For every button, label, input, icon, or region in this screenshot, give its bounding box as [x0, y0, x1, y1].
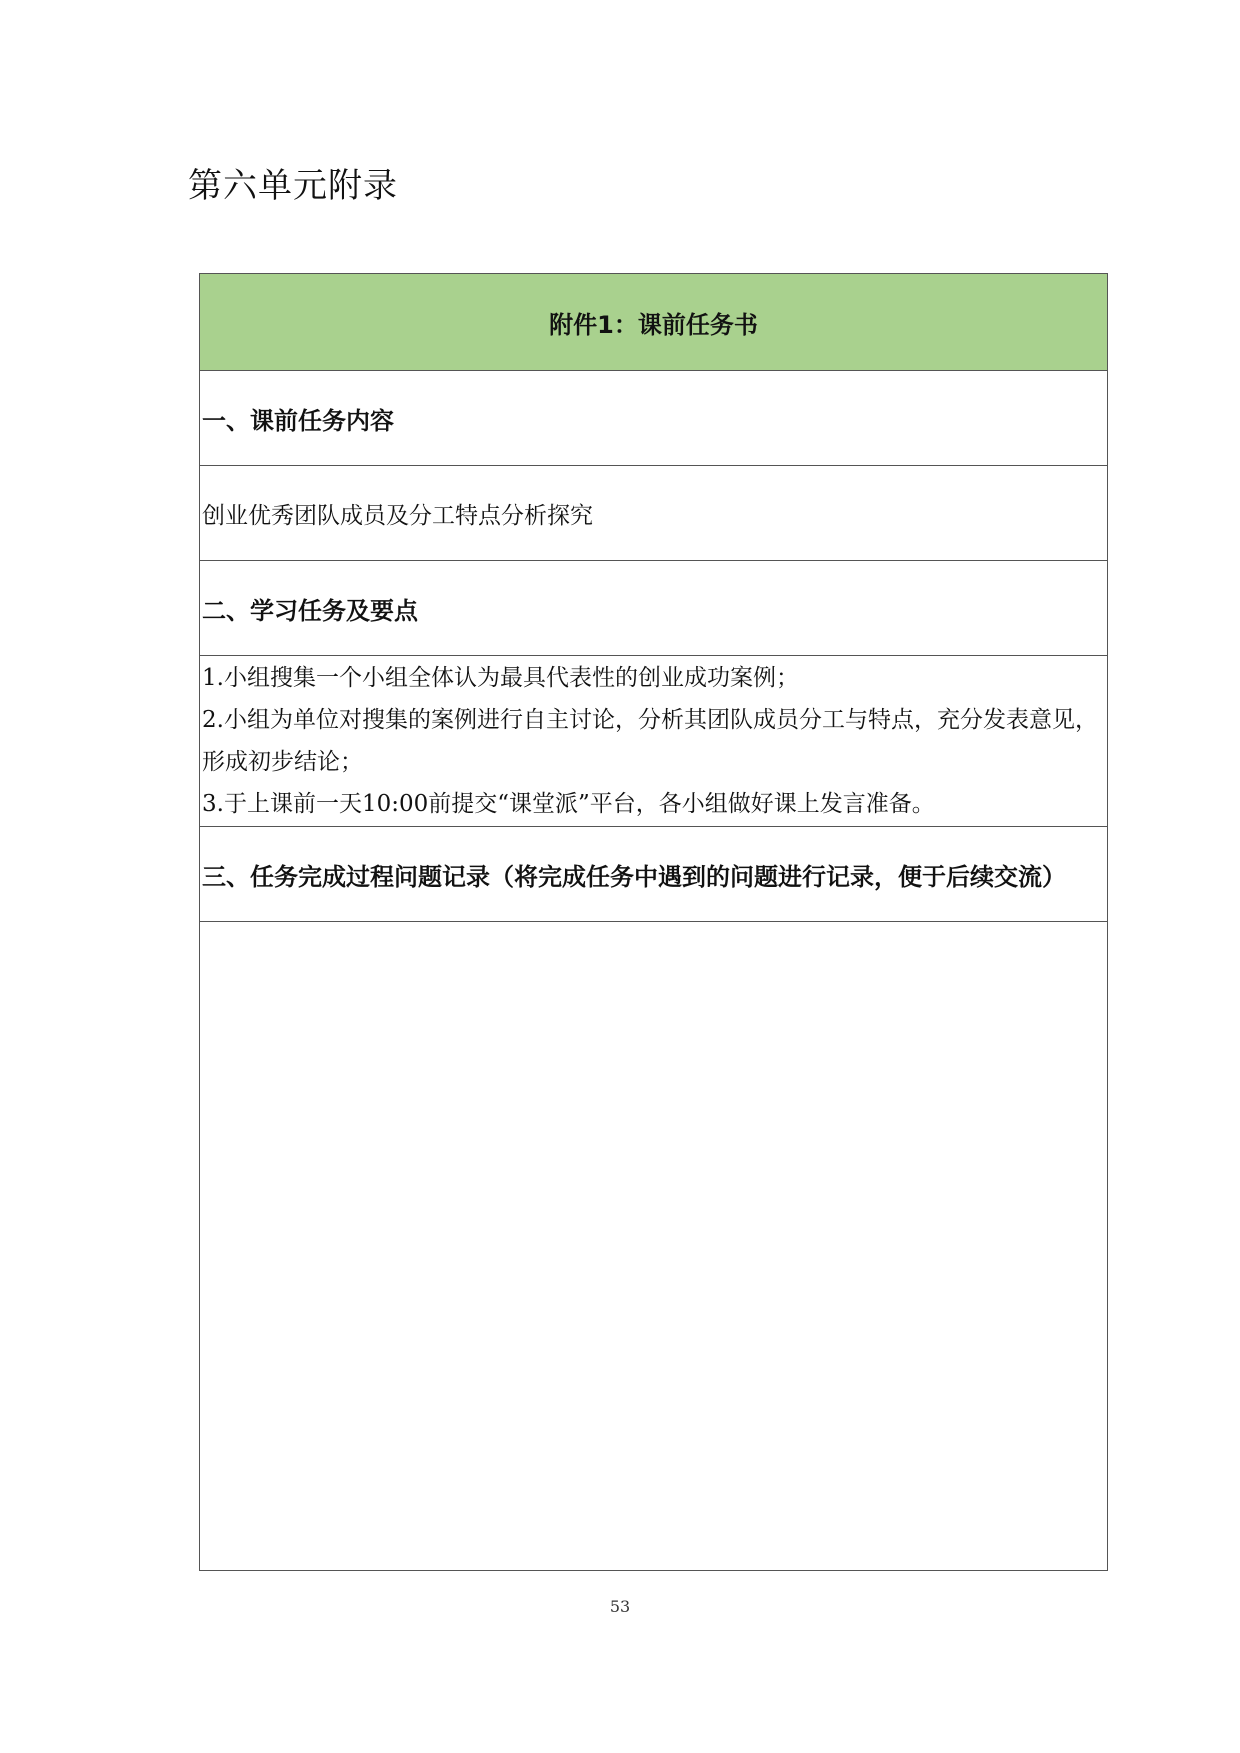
section3-record-row: [200, 922, 1108, 1571]
section1-heading: 一、课前任务内容: [200, 371, 1108, 466]
list-item: 2.小组为单位对搜集的案例进行自主讨论，分析其团队成员分工与特点，充分发表意见，形成初步结论；: [202, 707, 1098, 775]
task-sheet-table: [199, 273, 1108, 1571]
list-item: 3.于上课前一天10:00前提交“课堂派”平台，各小组做好课上发言准备。: [202, 791, 935, 817]
table-header-row: [200, 274, 1108, 371]
section2-heading: 二、学习任务及要点: [200, 561, 1108, 656]
task-sheet-header: 附件1：课前任务书: [200, 274, 1108, 371]
section3-heading-row: [200, 827, 1108, 922]
section1-heading-row: [200, 371, 1108, 466]
page-number: 53: [609, 1597, 631, 1616]
problem-record-area[interactable]: [200, 922, 1108, 1571]
page-title: 第六单元附录: [188, 166, 398, 206]
list-item: 1.小组搜集一个小组全体认为最具代表性的创业成功案例；: [202, 665, 799, 691]
section3-heading: 三、任务完成过程问题记录（将完成任务中遇到的问题进行记录，便于后续交流）: [200, 827, 1108, 922]
section2-heading-row: [200, 561, 1108, 656]
section2-points-row: [200, 656, 1108, 827]
section1-body: 创业优秀团队成员及分工特点分析探究: [200, 466, 1108, 561]
section2-points: [200, 656, 1108, 827]
section1-body-row: [200, 466, 1108, 561]
